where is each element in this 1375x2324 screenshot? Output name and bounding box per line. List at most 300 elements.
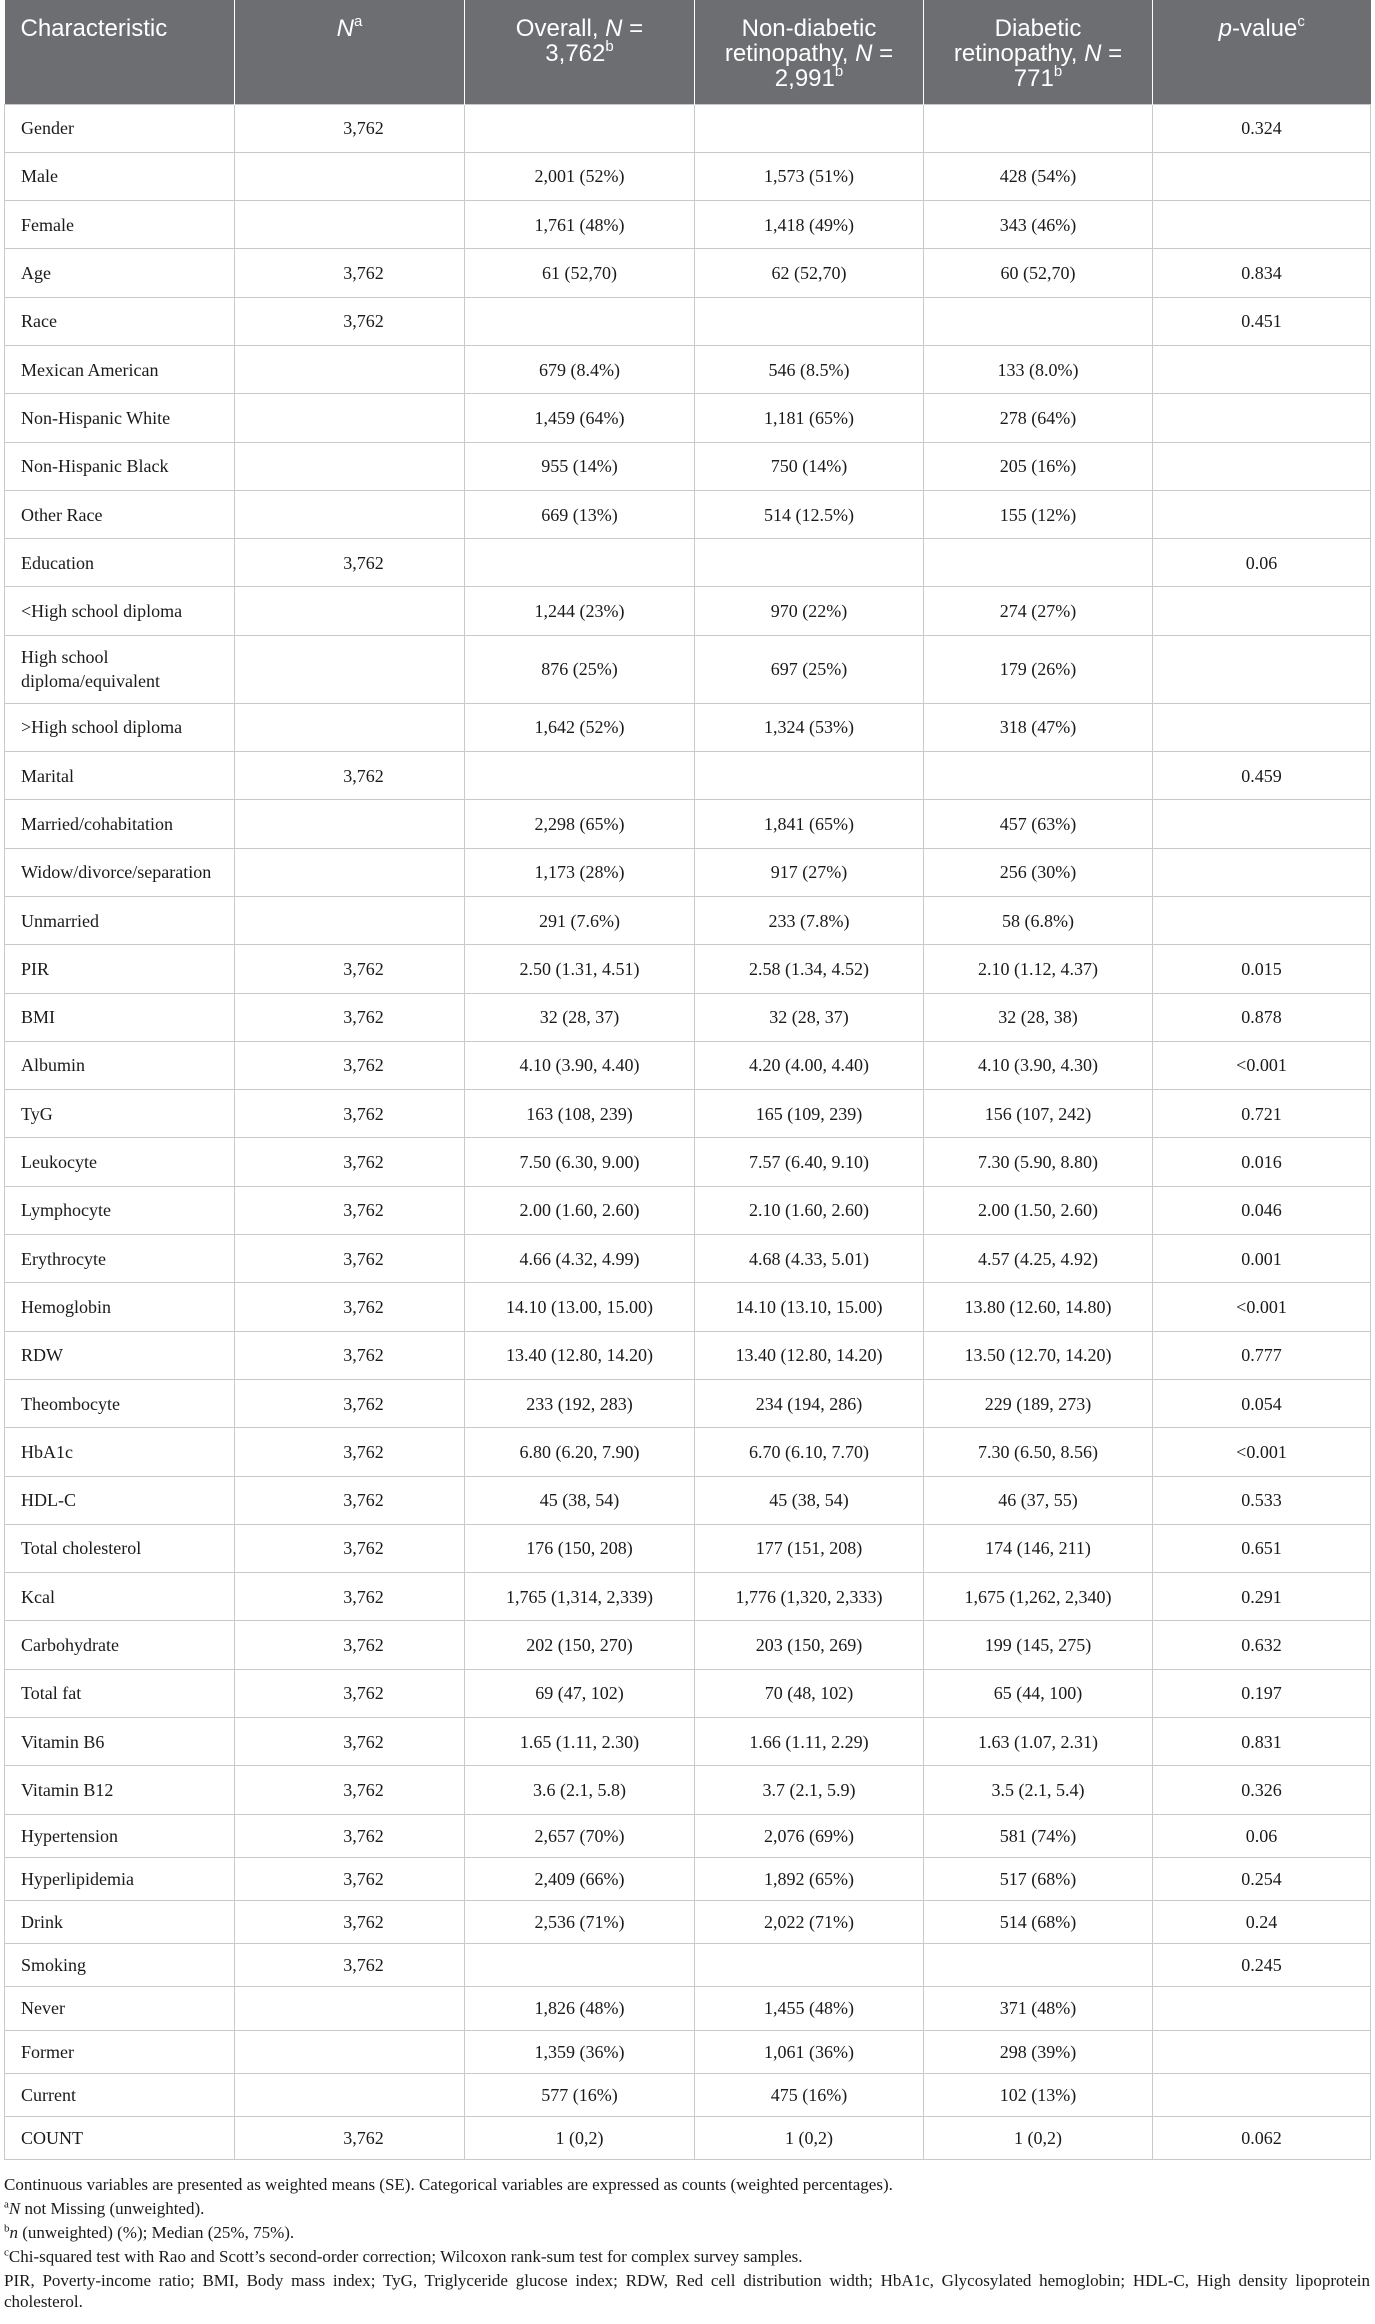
cell-p-value: 0.06 <box>1153 539 1371 587</box>
cell-overall: 32 (28, 37) <box>465 993 695 1041</box>
cell-p-value: 0.651 <box>1153 1524 1371 1572</box>
cell-non-diabetic <box>695 752 924 800</box>
cell-p-value <box>1153 490 1371 538</box>
cell-diabetic: 102 (13%) <box>924 2073 1153 2116</box>
cell-diabetic: 58 (6.8%) <box>924 896 1153 944</box>
cell-overall: 61 (52,70) <box>465 249 695 297</box>
cell-characteristic: Mexican American <box>5 345 235 393</box>
cell-diabetic: 60 (52,70) <box>924 249 1153 297</box>
cell-characteristic: Widow/divorce/separation <box>5 848 235 896</box>
table-row <box>5 1669 1371 1717</box>
footnote-c: $^c$Chi-squared test with Rao and Scott’s second-order correction; Wilcoxon rank-sum test for complex survey samples. <box>4 2246 803 2266</box>
cell-overall: 176 (150, 208) <box>465 1524 695 1572</box>
cell-diabetic: 1 (0,2) <box>924 2116 1153 2159</box>
cell-characteristic: Race <box>5 297 235 345</box>
cell-p-value: 0.632 <box>1153 1621 1371 1669</box>
cell-overall: 2.00 (1.60, 2.60) <box>465 1186 695 1234</box>
cell-p-value: 0.054 <box>1153 1379 1371 1427</box>
cell-diabetic: 13.50 (12.70, 14.20) <box>924 1331 1153 1379</box>
cell-non-diabetic: 1,061 (36%) <box>695 2030 924 2073</box>
table-row <box>5 848 1371 896</box>
cell-p-value: 0.001 <box>1153 1235 1371 1283</box>
baseline-characteristics-table <box>4 0 1370 2160</box>
cell-diabetic: 1,675 (1,262, 2,340) <box>924 1573 1153 1621</box>
cell-non-diabetic: 62 (52,70) <box>695 249 924 297</box>
cell-overall: 2,298 (65%) <box>465 800 695 848</box>
cell-n: 3,762 <box>235 1090 465 1138</box>
table-row <box>5 703 1371 751</box>
cell-overall <box>465 104 695 152</box>
table-row <box>5 1718 1371 1766</box>
cell-n: 3,762 <box>235 297 465 345</box>
table-row <box>5 1428 1371 1476</box>
cell-non-diabetic: 234 (194, 286) <box>695 1379 924 1427</box>
cell-characteristic: Former <box>5 2030 235 2073</box>
cell-characteristic: PIR <box>5 945 235 993</box>
cell-characteristic: Non-Hispanic Black <box>5 442 235 490</box>
cell-p-value <box>1153 2073 1371 2116</box>
cell-overall: 2,409 (66%) <box>465 1857 695 1900</box>
cell-characteristic: Unmarried <box>5 896 235 944</box>
table-row <box>5 345 1371 393</box>
cell-diabetic: 457 (63%) <box>924 800 1153 848</box>
cell-n: 3,762 <box>235 1669 465 1717</box>
cell-characteristic: Vitamin B12 <box>5 1766 235 1814</box>
cell-characteristic: Smoking <box>5 1944 235 1987</box>
cell-non-diabetic: 7.57 (6.40, 9.10) <box>695 1138 924 1186</box>
cell-non-diabetic <box>695 539 924 587</box>
table-row <box>5 1766 1371 1814</box>
cell-non-diabetic: 2.10 (1.60, 2.60) <box>695 1186 924 1234</box>
cell-p-value: <0.001 <box>1153 1041 1371 1089</box>
cell-p-value: 0.451 <box>1153 297 1371 345</box>
table-row <box>5 442 1371 490</box>
table-row <box>5 1138 1371 1186</box>
cell-non-diabetic: 514 (12.5%) <box>695 490 924 538</box>
cell-n <box>235 848 465 896</box>
cell-characteristic: Vitamin B6 <box>5 1718 235 1766</box>
header-characteristic: Characteristic <box>5 0 235 104</box>
cell-p-value <box>1153 442 1371 490</box>
cell-p-value: 0.324 <box>1153 104 1371 152</box>
cell-diabetic <box>924 1944 1153 1987</box>
header-non-diabetic-retinopathy: Non-diabetic retinopathy, N = 2,991$^b$ <box>695 0 924 104</box>
table-row <box>5 945 1371 993</box>
cell-overall: 163 (108, 239) <box>465 1090 695 1138</box>
table-row <box>5 539 1371 587</box>
cell-non-diabetic: 1,892 (65%) <box>695 1857 924 1900</box>
table-row <box>5 1041 1371 1089</box>
cell-n <box>235 635 465 703</box>
cell-overall: 3.6 (2.1, 5.8) <box>465 1766 695 1814</box>
cell-n: 3,762 <box>235 1718 465 1766</box>
cell-n: 3,762 <box>235 1944 465 1987</box>
cell-p-value: <0.001 <box>1153 1428 1371 1476</box>
cell-overall: 2,657 (70%) <box>465 1814 695 1857</box>
cell-non-diabetic: 1,841 (65%) <box>695 800 924 848</box>
cell-characteristic: HDL-C <box>5 1476 235 1524</box>
cell-p-value <box>1153 394 1371 442</box>
cell-p-value: 0.062 <box>1153 2116 1371 2159</box>
cell-n: 3,762 <box>235 1766 465 1814</box>
cell-non-diabetic: 13.40 (12.80, 14.20) <box>695 1331 924 1379</box>
cell-non-diabetic: 1,455 (48%) <box>695 1987 924 2030</box>
cell-p-value: 0.06 <box>1153 1814 1371 1857</box>
cell-characteristic: High school diploma/equivalent <box>5 635 235 703</box>
cell-diabetic: 298 (39%) <box>924 2030 1153 2073</box>
cell-non-diabetic: 750 (14%) <box>695 442 924 490</box>
cell-overall: 7.50 (6.30, 9.00) <box>465 1138 695 1186</box>
cell-characteristic: Other Race <box>5 490 235 538</box>
cell-overall: 955 (14%) <box>465 442 695 490</box>
cell-characteristic: COUNT <box>5 2116 235 2159</box>
cell-non-diabetic: 1.66 (1.11, 2.29) <box>695 1718 924 1766</box>
cell-n: 3,762 <box>235 1235 465 1283</box>
cell-p-value: 0.834 <box>1153 249 1371 297</box>
cell-diabetic: 46 (37, 55) <box>924 1476 1153 1524</box>
cell-p-value: 0.721 <box>1153 1090 1371 1138</box>
table-row <box>5 635 1371 703</box>
cell-p-value: 0.291 <box>1153 1573 1371 1621</box>
cell-characteristic: Female <box>5 201 235 249</box>
footnote-abbreviations: PIR, Poverty-income ratio; BMI, Body mass index; TyG, Triglyceride glucose index; RDW, Red cell distribution width; HbA1c, Glycosylated hemoglobin; HDL-C, High density lipoprotein cholesterol. <box>4 2271 1370 2311</box>
cell-characteristic: BMI <box>5 993 235 1041</box>
cell-overall: 1,642 (52%) <box>465 703 695 751</box>
header-p-value: p-value$^c$ <box>1153 0 1371 104</box>
cell-diabetic: 514 (68%) <box>924 1900 1153 1943</box>
cell-non-diabetic: 475 (16%) <box>695 2073 924 2116</box>
cell-non-diabetic: 917 (27%) <box>695 848 924 896</box>
cell-p-value: <0.001 <box>1153 1283 1371 1331</box>
cell-diabetic: 4.10 (3.90, 4.30) <box>924 1041 1153 1089</box>
cell-diabetic: 229 (189, 273) <box>924 1379 1153 1427</box>
cell-diabetic: 517 (68%) <box>924 1857 1153 1900</box>
table-row <box>5 1621 1371 1669</box>
cell-n <box>235 1987 465 2030</box>
cell-diabetic: 256 (30%) <box>924 848 1153 896</box>
cell-non-diabetic <box>695 104 924 152</box>
cell-p-value <box>1153 848 1371 896</box>
table-row <box>5 201 1371 249</box>
cell-characteristic: <High school diploma <box>5 587 235 635</box>
cell-diabetic: 65 (44, 100) <box>924 1669 1153 1717</box>
cell-non-diabetic: 3.7 (2.1, 5.9) <box>695 1766 924 1814</box>
cell-overall: 233 (192, 283) <box>465 1379 695 1427</box>
table-row <box>5 2073 1371 2116</box>
cell-n: 3,762 <box>235 945 465 993</box>
table-row <box>5 297 1371 345</box>
cell-non-diabetic: 45 (38, 54) <box>695 1476 924 1524</box>
cell-n: 3,762 <box>235 1573 465 1621</box>
cell-p-value: 0.245 <box>1153 1944 1371 1987</box>
cell-p-value: 0.197 <box>1153 1669 1371 1717</box>
cell-non-diabetic: 2.58 (1.34, 4.52) <box>695 945 924 993</box>
cell-diabetic: 174 (146, 211) <box>924 1524 1153 1572</box>
cell-n <box>235 703 465 751</box>
cell-diabetic: 318 (47%) <box>924 703 1153 751</box>
cell-characteristic: Kcal <box>5 1573 235 1621</box>
cell-overall: 1,244 (23%) <box>465 587 695 635</box>
cell-characteristic: Non-Hispanic White <box>5 394 235 442</box>
cell-diabetic: 7.30 (5.90, 8.80) <box>924 1138 1153 1186</box>
table-row <box>5 800 1371 848</box>
cell-non-diabetic: 177 (151, 208) <box>695 1524 924 1572</box>
cell-p-value: 0.326 <box>1153 1766 1371 1814</box>
cell-n: 3,762 <box>235 1476 465 1524</box>
cell-diabetic <box>924 752 1153 800</box>
cell-non-diabetic: 2,022 (71%) <box>695 1900 924 1943</box>
cell-n <box>235 587 465 635</box>
cell-overall: 1,459 (64%) <box>465 394 695 442</box>
table-header-row <box>5 0 1371 104</box>
cell-p-value <box>1153 1987 1371 2030</box>
cell-overall: 679 (8.4%) <box>465 345 695 393</box>
cell-diabetic: 205 (16%) <box>924 442 1153 490</box>
cell-overall: 577 (16%) <box>465 2073 695 2116</box>
cell-n <box>235 800 465 848</box>
cell-n <box>235 442 465 490</box>
cell-p-value: 0.046 <box>1153 1186 1371 1234</box>
cell-diabetic: 278 (64%) <box>924 394 1153 442</box>
cell-characteristic: Hyperlipidemia <box>5 1857 235 1900</box>
cell-n: 3,762 <box>235 1857 465 1900</box>
cell-characteristic: Erythrocyte <box>5 1235 235 1283</box>
cell-characteristic: TyG <box>5 1090 235 1138</box>
cell-overall <box>465 539 695 587</box>
cell-n: 3,762 <box>235 249 465 297</box>
cell-characteristic: Age <box>5 249 235 297</box>
table-body <box>5 104 1371 2160</box>
cell-overall: 1,173 (28%) <box>465 848 695 896</box>
table-row <box>5 1900 1371 1943</box>
cell-non-diabetic: 233 (7.8%) <box>695 896 924 944</box>
cell-characteristic: Never <box>5 1987 235 2030</box>
cell-characteristic: Albumin <box>5 1041 235 1089</box>
cell-non-diabetic: 546 (8.5%) <box>695 345 924 393</box>
cell-diabetic: 155 (12%) <box>924 490 1153 538</box>
cell-non-diabetic <box>695 297 924 345</box>
table-row <box>5 1331 1371 1379</box>
cell-non-diabetic: 70 (48, 102) <box>695 1669 924 1717</box>
cell-diabetic: 133 (8.0%) <box>924 345 1153 393</box>
cell-n: 3,762 <box>235 993 465 1041</box>
cell-n: 3,762 <box>235 1186 465 1234</box>
cell-overall: 876 (25%) <box>465 635 695 703</box>
cell-non-diabetic: 1,181 (65%) <box>695 394 924 442</box>
cell-diabetic: 32 (28, 38) <box>924 993 1153 1041</box>
cell-p-value: 0.016 <box>1153 1138 1371 1186</box>
table-row <box>5 1944 1371 1987</box>
cell-non-diabetic: 165 (109, 239) <box>695 1090 924 1138</box>
table-row <box>5 1379 1371 1427</box>
table-row <box>5 1987 1371 2030</box>
header-diabetic-retinopathy: Diabetic retinopathy, $N = 771^b$ <box>924 0 1153 104</box>
cell-n <box>235 896 465 944</box>
cell-p-value: 0.777 <box>1153 1331 1371 1379</box>
cell-characteristic: Gender <box>5 104 235 152</box>
cell-diabetic <box>924 297 1153 345</box>
cell-p-value: 0.254 <box>1153 1857 1371 1900</box>
cell-characteristic: Lymphocyte <box>5 1186 235 1234</box>
cell-overall <box>465 297 695 345</box>
cell-diabetic: 2.10 (1.12, 4.37) <box>924 945 1153 993</box>
cell-diabetic <box>924 539 1153 587</box>
table-row <box>5 490 1371 538</box>
table-row <box>5 1814 1371 1857</box>
cell-overall: 4.66 (4.32, 4.99) <box>465 1235 695 1283</box>
header-overall: Overall, N = 3,762$^b$ <box>465 0 695 104</box>
cell-diabetic: 4.57 (4.25, 4.92) <box>924 1235 1153 1283</box>
cell-characteristic: Drink <box>5 1900 235 1943</box>
cell-p-value: 0.459 <box>1153 752 1371 800</box>
cell-non-diabetic <box>695 1944 924 1987</box>
table-row <box>5 1524 1371 1572</box>
table-row <box>5 587 1371 635</box>
cell-n <box>235 152 465 200</box>
cell-overall: 1 (0,2) <box>465 2116 695 2159</box>
footnote-intro: Continuous variables are presented as weighted means (SE). Categorical variables are expressed as counts (weighted percentages). <box>4 2175 893 2194</box>
cell-non-diabetic: 4.68 (4.33, 5.01) <box>695 1235 924 1283</box>
cell-n: 3,762 <box>235 752 465 800</box>
cell-p-value <box>1153 345 1371 393</box>
cell-n: 3,762 <box>235 539 465 587</box>
cell-n: 3,762 <box>235 1900 465 1943</box>
cell-n: 3,762 <box>235 104 465 152</box>
cell-non-diabetic: 1,324 (53%) <box>695 703 924 751</box>
cell-characteristic: >High school diploma <box>5 703 235 751</box>
cell-p-value: 0.533 <box>1153 1476 1371 1524</box>
table-row <box>5 2030 1371 2073</box>
cell-p-value <box>1153 703 1371 751</box>
cell-overall: 69 (47, 102) <box>465 1669 695 1717</box>
cell-p-value: 0.831 <box>1153 1718 1371 1766</box>
cell-overall: 2,001 (52%) <box>465 152 695 200</box>
cell-diabetic <box>924 104 1153 152</box>
table-row <box>5 152 1371 200</box>
table-row <box>5 394 1371 442</box>
cell-overall: 1,765 (1,314, 2,339) <box>465 1573 695 1621</box>
cell-overall: 291 (7.6%) <box>465 896 695 944</box>
cell-non-diabetic: 1,418 (49%) <box>695 201 924 249</box>
cell-n <box>235 345 465 393</box>
cell-overall: 1,761 (48%) <box>465 201 695 249</box>
table-row <box>5 1283 1371 1331</box>
cell-diabetic: 13.80 (12.60, 14.80) <box>924 1283 1153 1331</box>
cell-diabetic: 1.63 (1.07, 2.31) <box>924 1718 1153 1766</box>
cell-overall: 14.10 (13.00, 15.00) <box>465 1283 695 1331</box>
cell-diabetic: 179 (26%) <box>924 635 1153 703</box>
cell-non-diabetic: 14.10 (13.10, 15.00) <box>695 1283 924 1331</box>
cell-diabetic: 428 (54%) <box>924 152 1153 200</box>
table-row <box>5 2116 1371 2159</box>
cell-non-diabetic: 697 (25%) <box>695 635 924 703</box>
cell-n: 3,762 <box>235 1138 465 1186</box>
table-row <box>5 1186 1371 1234</box>
table-row <box>5 1573 1371 1621</box>
cell-diabetic: 199 (145, 275) <box>924 1621 1153 1669</box>
cell-overall: 2.50 (1.31, 4.51) <box>465 945 695 993</box>
cell-characteristic: Married/cohabitation <box>5 800 235 848</box>
cell-overall: 4.10 (3.90, 4.40) <box>465 1041 695 1089</box>
cell-p-value: 0.24 <box>1153 1900 1371 1943</box>
table-row <box>5 752 1371 800</box>
cell-non-diabetic: 6.70 (6.10, 7.70) <box>695 1428 924 1476</box>
header-n: $N^a$ <box>235 0 465 104</box>
cell-diabetic: 156 (107, 242) <box>924 1090 1153 1138</box>
cell-n: 3,762 <box>235 1814 465 1857</box>
table-row <box>5 104 1371 152</box>
cell-n: 3,762 <box>235 1331 465 1379</box>
cell-characteristic: RDW <box>5 1331 235 1379</box>
cell-n: 3,762 <box>235 2116 465 2159</box>
cell-p-value <box>1153 201 1371 249</box>
cell-p-value <box>1153 152 1371 200</box>
cell-n: 3,762 <box>235 1428 465 1476</box>
cell-p-value <box>1153 800 1371 848</box>
cell-diabetic: 274 (27%) <box>924 587 1153 635</box>
cell-p-value: 0.878 <box>1153 993 1371 1041</box>
cell-diabetic: 7.30 (6.50, 8.56) <box>924 1428 1153 1476</box>
table-row <box>5 993 1371 1041</box>
cell-diabetic: 343 (46%) <box>924 201 1153 249</box>
cell-overall: 669 (13%) <box>465 490 695 538</box>
cell-overall: 2,536 (71%) <box>465 1900 695 1943</box>
cell-characteristic: Male <box>5 152 235 200</box>
cell-overall: 13.40 (12.80, 14.20) <box>465 1331 695 1379</box>
cell-n <box>235 490 465 538</box>
cell-diabetic: 2.00 (1.50, 2.60) <box>924 1186 1153 1234</box>
cell-non-diabetic: 1 (0,2) <box>695 2116 924 2159</box>
cell-overall: 1,359 (36%) <box>465 2030 695 2073</box>
cell-n: 3,762 <box>235 1283 465 1331</box>
cell-characteristic: Hemoglobin <box>5 1283 235 1331</box>
cell-p-value <box>1153 587 1371 635</box>
cell-n: 3,762 <box>235 1379 465 1427</box>
cell-n <box>235 2073 465 2116</box>
cell-n: 3,762 <box>235 1621 465 1669</box>
cell-non-diabetic: 4.20 (4.00, 4.40) <box>695 1041 924 1089</box>
cell-n: 3,762 <box>235 1524 465 1572</box>
cell-n: 3,762 <box>235 1041 465 1089</box>
cell-overall <box>465 1944 695 1987</box>
cell-p-value <box>1153 2030 1371 2073</box>
cell-p-value: 0.015 <box>1153 945 1371 993</box>
table-row <box>5 1857 1371 1900</box>
footnote-b: $^b$n (unweighted) (%); Median (25%, 75%). <box>4 2222 295 2242</box>
cell-overall: 1,826 (48%) <box>465 1987 695 2030</box>
cell-characteristic: Total fat <box>5 1669 235 1717</box>
cell-diabetic: 3.5 (2.1, 5.4) <box>924 1766 1153 1814</box>
cell-characteristic: Education <box>5 539 235 587</box>
table-row <box>5 1090 1371 1138</box>
cell-n <box>235 2030 465 2073</box>
cell-characteristic: Leukocyte <box>5 1138 235 1186</box>
table-footnotes <box>4 2174 1370 2315</box>
cell-characteristic: Theombocyte <box>5 1379 235 1427</box>
cell-characteristic: Marital <box>5 752 235 800</box>
cell-p-value <box>1153 896 1371 944</box>
cell-overall: 202 (150, 270) <box>465 1621 695 1669</box>
cell-non-diabetic: 1,573 (51%) <box>695 152 924 200</box>
table-row <box>5 896 1371 944</box>
cell-non-diabetic: 970 (22%) <box>695 587 924 635</box>
cell-non-diabetic: 1,776 (1,320, 2,333) <box>695 1573 924 1621</box>
cell-characteristic: Hypertension <box>5 1814 235 1857</box>
footnote-a: $^a$N not Missing (unweighted). <box>4 2198 205 2218</box>
cell-overall: 6.80 (6.20, 7.90) <box>465 1428 695 1476</box>
cell-non-diabetic: 203 (150, 269) <box>695 1621 924 1669</box>
cell-n <box>235 394 465 442</box>
